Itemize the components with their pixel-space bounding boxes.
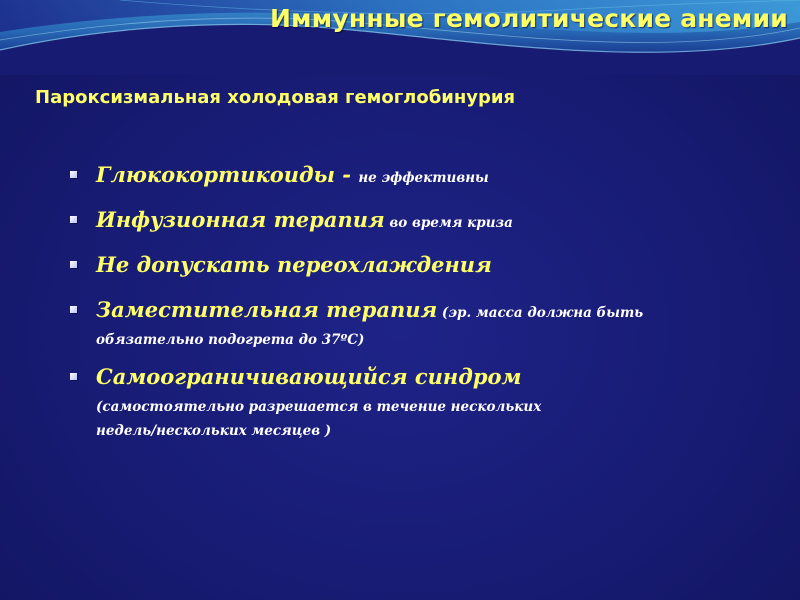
- bullet-main-text: Глюкокортикоиды -: [96, 162, 359, 187]
- square-bullet-icon: [70, 373, 77, 380]
- slide-subtitle: Пароксизмальная холодовая гемоглобинурия: [35, 87, 516, 108]
- bullet-main-text: Самоограничивающийся синдром: [96, 364, 522, 389]
- bullet-detail-text-continued: обязательно подогрета до 37ºС): [96, 332, 365, 348]
- bullet-main-text: Не допускать переохлаждения: [96, 252, 492, 277]
- bullet-item: [68, 362, 768, 443]
- slide-title: Иммунные гемолитические анемии: [269, 4, 788, 33]
- bullet-detail-text: не эффективны: [358, 170, 489, 186]
- square-bullet-icon: [70, 216, 77, 223]
- square-bullet-icon: [70, 261, 77, 268]
- square-bullet-icon: [70, 171, 77, 178]
- bullet-detail-text: (самостоятельно разрешается в течение нескольких: [96, 399, 542, 415]
- bullet-detail-text-continued: недель/нескольких месяцев ): [96, 423, 332, 439]
- bullet-main-text: Заместительная терапия: [96, 297, 438, 322]
- bullet-main-text: Инфузионная терапия: [96, 207, 385, 232]
- bullet-detail-text: (эр. масса должна быть: [437, 305, 644, 321]
- square-bullet-icon: [70, 306, 77, 313]
- bullet-item: [68, 250, 768, 283]
- bullet-item: [68, 205, 768, 238]
- bullet-list: [68, 160, 768, 443]
- bullet-item: [68, 295, 768, 352]
- bullet-detail-text: во время криза: [384, 215, 513, 231]
- bullet-item: [68, 160, 768, 193]
